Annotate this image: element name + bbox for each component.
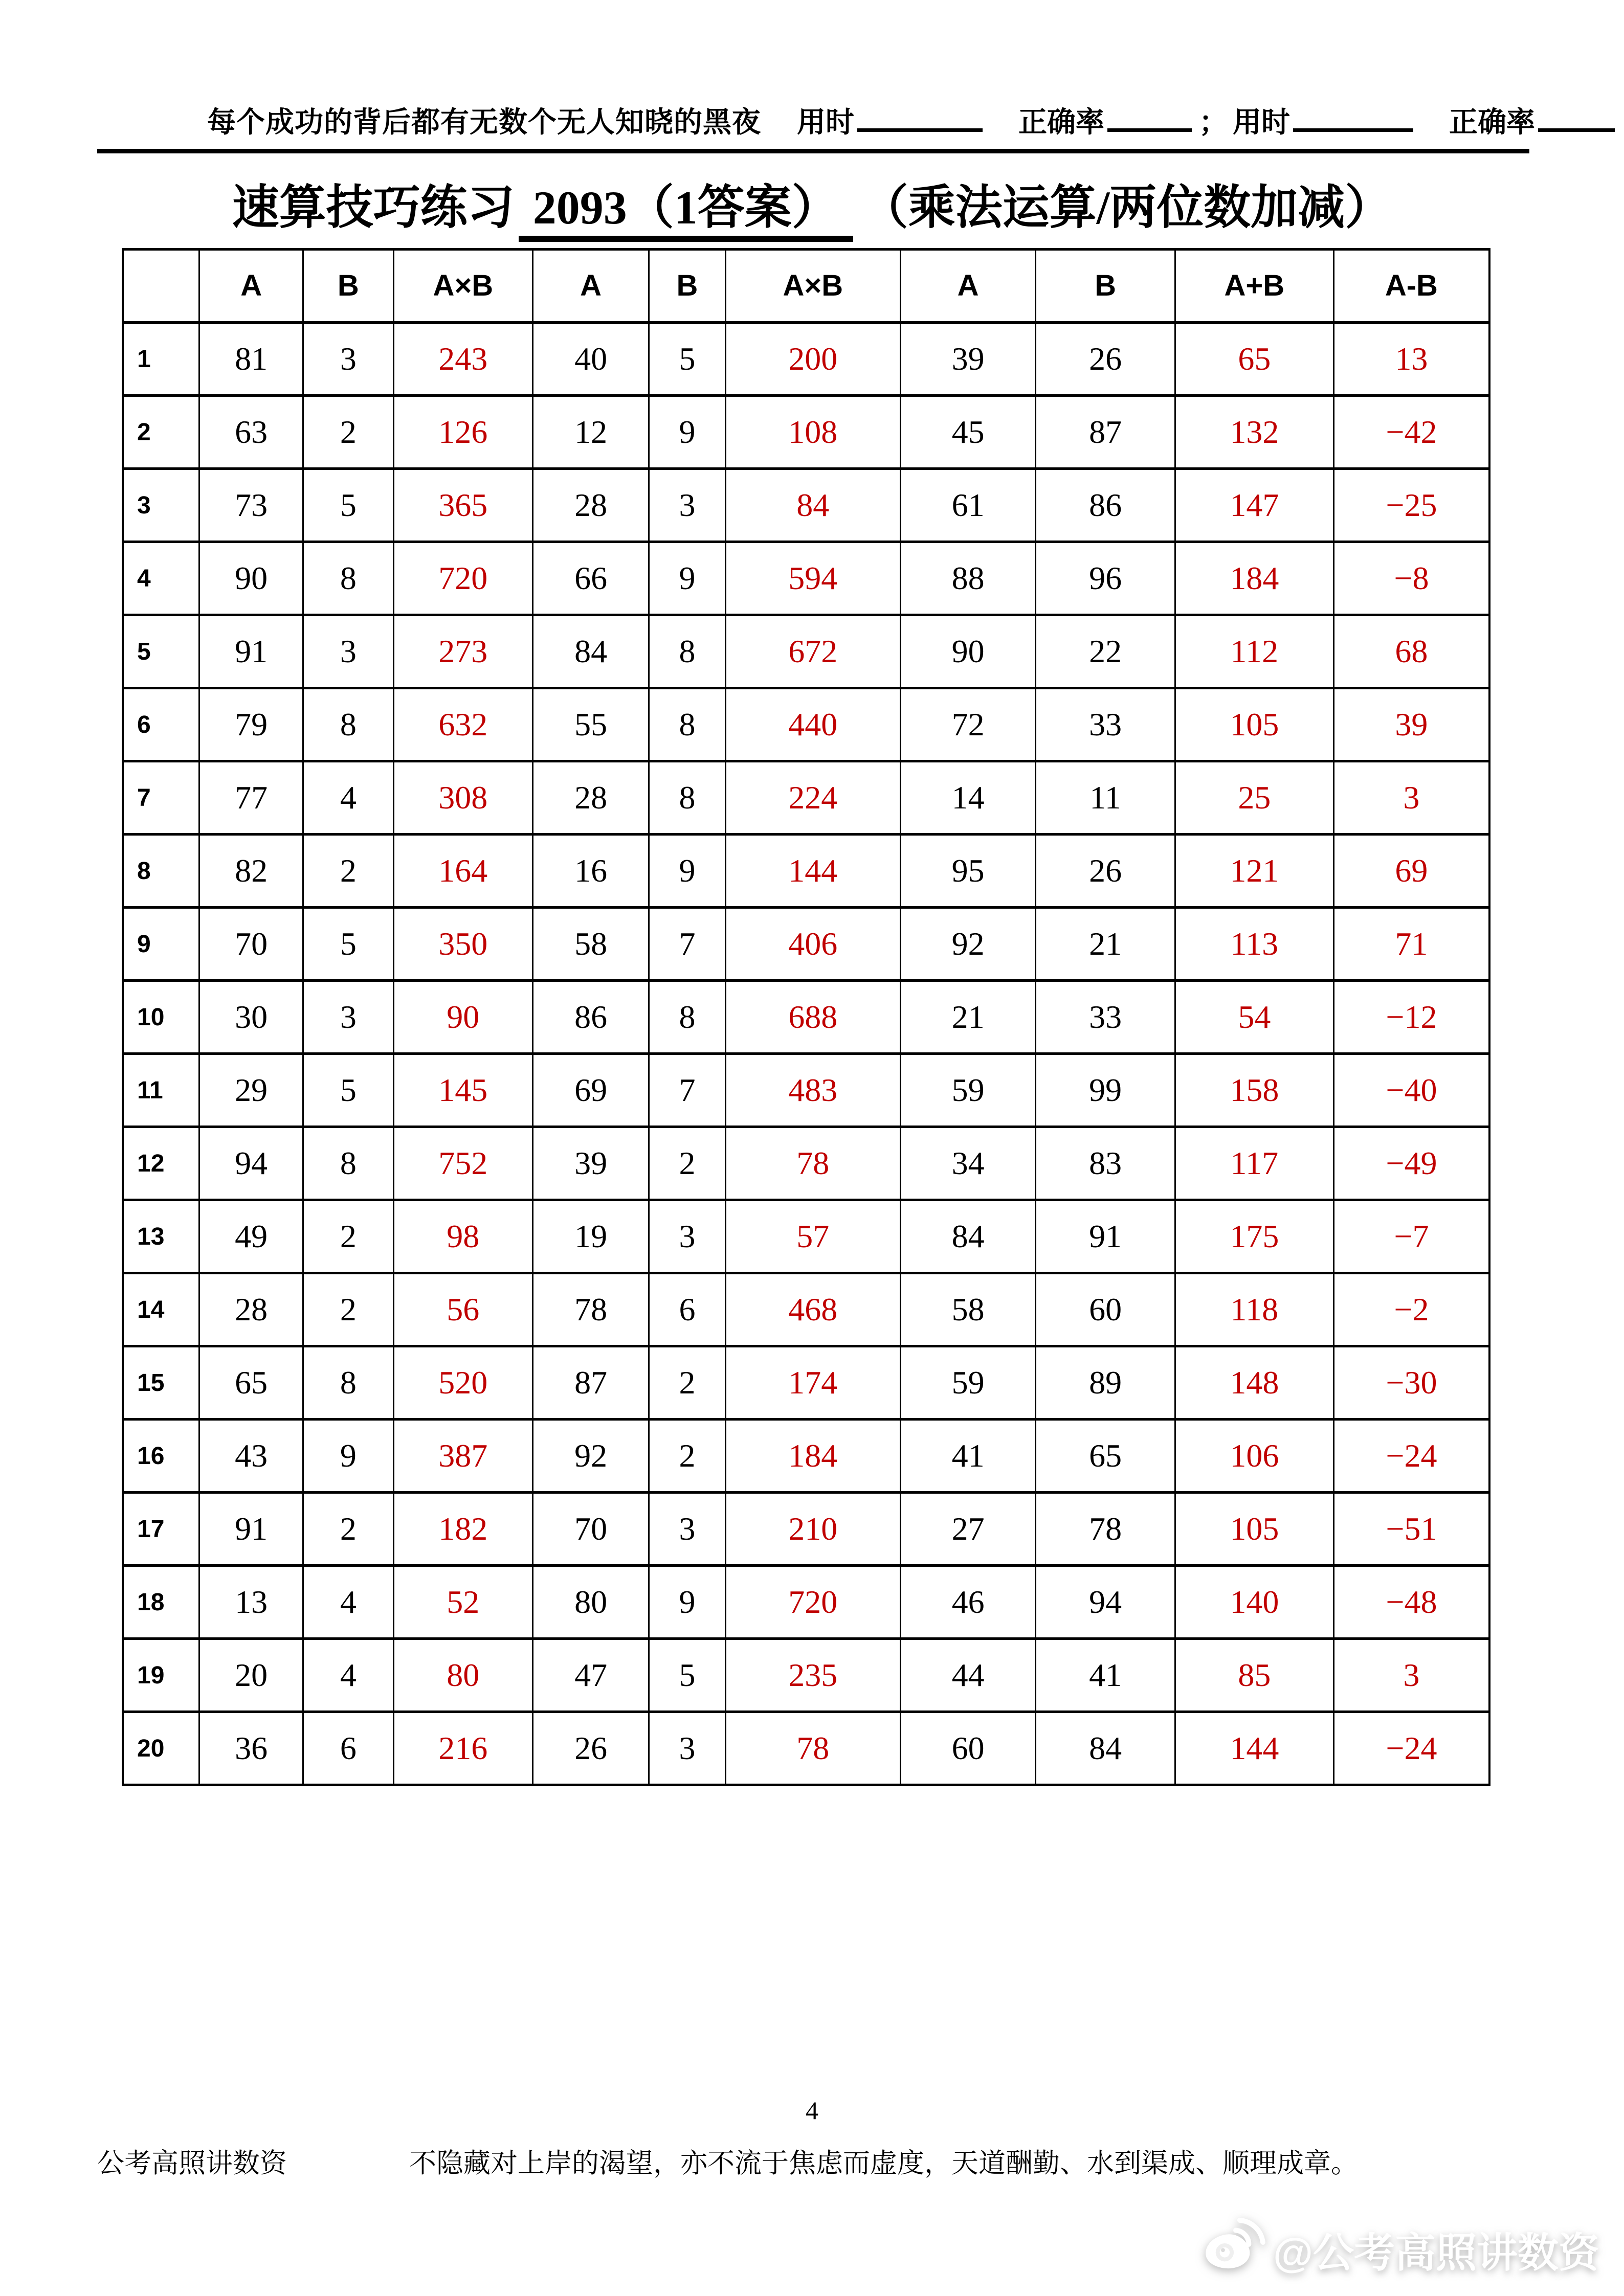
operand-cell: 58 (900, 1273, 1036, 1346)
page-number: 4 (806, 2096, 818, 2125)
operand-cell: 7 (649, 1054, 726, 1127)
answer-cell: 39 (1333, 688, 1489, 761)
table-row (123, 761, 1489, 835)
operand-cell: 49 (199, 1200, 303, 1273)
title-exercise-number: 2093（1答案） (519, 182, 853, 242)
answer-cell: 440 (725, 688, 900, 761)
row-number-cell: 11 (123, 1054, 199, 1127)
answer-cell: 71 (1333, 908, 1489, 981)
row-number-cell: 13 (123, 1200, 199, 1273)
operand-cell: 94 (1036, 1566, 1175, 1639)
column-header: A (900, 250, 1036, 323)
answer-cell: 632 (393, 688, 533, 761)
operand-cell: 78 (1036, 1493, 1175, 1566)
operand-cell: 28 (533, 469, 649, 542)
operand-cell: 60 (900, 1712, 1036, 1785)
row-number-cell: 2 (123, 396, 199, 469)
operand-cell: 79 (199, 688, 303, 761)
time-blank-1 (857, 128, 983, 132)
answer-cell: 224 (725, 761, 900, 835)
operand-cell: 90 (199, 542, 303, 615)
answer-cell: −51 (1333, 1493, 1489, 1566)
operand-cell: 21 (900, 981, 1036, 1054)
operand-cell: 47 (533, 1639, 649, 1712)
answer-cell: 68 (1333, 615, 1489, 688)
answer-cell: 108 (725, 396, 900, 469)
column-header: B (303, 250, 393, 323)
table-row (123, 1127, 1489, 1200)
operand-cell: 8 (649, 615, 726, 688)
operand-cell: 8 (303, 1127, 393, 1200)
time-label-1: 用时 (797, 107, 854, 139)
answer-cell: 273 (393, 615, 533, 688)
operand-cell: 27 (900, 1493, 1036, 1566)
operand-cell: 78 (533, 1273, 649, 1346)
row-number-cell: 12 (123, 1127, 199, 1200)
operand-cell: 63 (199, 396, 303, 469)
row-number-cell: 3 (123, 469, 199, 542)
table-row (123, 1493, 1489, 1566)
operand-cell: 5 (303, 1054, 393, 1127)
operand-cell: 89 (1036, 1346, 1175, 1420)
operand-cell: 30 (199, 981, 303, 1054)
operand-cell: 61 (900, 469, 1036, 542)
operand-cell: 16 (533, 835, 649, 908)
operand-cell: 9 (649, 542, 726, 615)
answer-cell: −25 (1333, 469, 1489, 542)
operand-cell: 94 (199, 1127, 303, 1200)
operand-cell: 26 (533, 1712, 649, 1785)
operand-cell: 70 (199, 908, 303, 981)
operand-cell: 99 (1036, 1054, 1175, 1127)
operand-cell: 59 (900, 1054, 1036, 1127)
answer-cell: 144 (1175, 1712, 1333, 1785)
operand-cell: 33 (1036, 688, 1175, 761)
row-number-cell: 9 (123, 908, 199, 981)
operand-cell: 58 (533, 908, 649, 981)
answer-cell: 350 (393, 908, 533, 981)
table-row (123, 1054, 1489, 1127)
accuracy-blank-2 (1538, 128, 1615, 132)
operand-cell: 19 (533, 1200, 649, 1273)
operand-cell: 88 (900, 542, 1036, 615)
answer-cell: 174 (725, 1346, 900, 1420)
operand-cell: 6 (303, 1712, 393, 1785)
answer-cell: 594 (725, 542, 900, 615)
operand-cell: 82 (199, 835, 303, 908)
motto-text: 每个成功的背后都有无数个无人知晓的黑夜 (207, 107, 761, 139)
operand-cell: 4 (303, 1566, 393, 1639)
operand-cell: 41 (900, 1420, 1036, 1493)
time-label-2: 用时 (1233, 107, 1290, 139)
operand-cell: 9 (649, 1566, 726, 1639)
answer-cell: 56 (393, 1273, 533, 1346)
operand-cell: 91 (1036, 1200, 1175, 1273)
operand-cell: 5 (649, 323, 726, 396)
row-number-cell: 14 (123, 1273, 199, 1346)
row-number-cell: 17 (123, 1493, 199, 1566)
operand-cell: 39 (533, 1127, 649, 1200)
operand-cell: 65 (1036, 1420, 1175, 1493)
operand-cell: 92 (900, 908, 1036, 981)
table-row (123, 1639, 1489, 1712)
answer-cell: 69 (1333, 835, 1489, 908)
operand-cell: 86 (1036, 469, 1175, 542)
answer-cell: −42 (1333, 396, 1489, 469)
answer-cell: −49 (1333, 1127, 1489, 1200)
answer-cell: 164 (393, 835, 533, 908)
operand-cell: 69 (533, 1054, 649, 1127)
answer-cell: −40 (1333, 1054, 1489, 1127)
answer-cell: −30 (1333, 1346, 1489, 1420)
operand-cell: 55 (533, 688, 649, 761)
operand-cell: 8 (649, 981, 726, 1054)
footer-brand: 公考高照讲数资 (97, 2149, 287, 2178)
operand-cell: 90 (900, 615, 1036, 688)
answer-cell: −12 (1333, 981, 1489, 1054)
row-number-cell: 6 (123, 688, 199, 761)
answer-cell: 140 (1175, 1566, 1333, 1639)
accuracy-blank-1 (1107, 128, 1192, 132)
table-row (123, 323, 1489, 396)
corner-cell (123, 250, 199, 323)
operand-cell: 83 (1036, 1127, 1175, 1200)
answer-cell: −2 (1333, 1273, 1489, 1346)
answer-cell: 468 (725, 1273, 900, 1346)
operand-cell: 87 (1036, 396, 1175, 469)
answer-cell: 121 (1175, 835, 1333, 908)
column-header: A×B (725, 250, 900, 323)
table-row (123, 542, 1489, 615)
footer-quote: 不隐藏对上岸的渴望，亦不流于焦虑而虚度，天道酬勤、水到渠成、顺理成章。 (409, 2149, 1358, 2178)
table-row (123, 615, 1489, 688)
operand-cell: 36 (199, 1712, 303, 1785)
page-header (97, 100, 1535, 153)
operand-cell: 43 (199, 1420, 303, 1493)
operand-cell: 29 (199, 1054, 303, 1127)
row-number-cell: 5 (123, 615, 199, 688)
answer-cell: 3 (1333, 1639, 1489, 1712)
row-number-cell: 7 (123, 761, 199, 835)
answer-cell: 118 (1175, 1273, 1333, 1346)
answer-cell: 132 (1175, 396, 1333, 469)
answer-cell: 78 (725, 1712, 900, 1785)
table-row (123, 908, 1489, 981)
column-header: B (1036, 250, 1175, 323)
operand-cell: 3 (303, 981, 393, 1054)
answer-cell: 182 (393, 1493, 533, 1566)
operand-cell: 59 (900, 1346, 1036, 1420)
operand-cell: 2 (649, 1346, 726, 1420)
row-number-cell: 1 (123, 323, 199, 396)
operand-cell: 6 (649, 1273, 726, 1346)
operand-cell: 4 (303, 1639, 393, 1712)
answer-cell: 688 (725, 981, 900, 1054)
operand-cell: 41 (1036, 1639, 1175, 1712)
operand-cell: 5 (649, 1639, 726, 1712)
weibo-watermark (1204, 2218, 1599, 2280)
answer-cell: 3 (1333, 761, 1489, 835)
watermark-text: @公考高照讲数资 (1273, 2230, 1599, 2276)
answer-cell: 25 (1175, 761, 1333, 835)
field-separator: ； (1199, 107, 1228, 139)
answer-cell: 126 (393, 396, 533, 469)
answer-cell: 90 (393, 981, 533, 1054)
column-header: B (649, 250, 726, 323)
row-number-cell: 8 (123, 835, 199, 908)
operand-cell: 86 (533, 981, 649, 1054)
answer-cell: 520 (393, 1346, 533, 1420)
worksheet-table (122, 248, 1490, 1786)
table-row (123, 1712, 1489, 1785)
answer-cell: −48 (1333, 1566, 1489, 1639)
answer-cell: 406 (725, 908, 900, 981)
operand-cell: 84 (533, 615, 649, 688)
answer-cell: 148 (1175, 1346, 1333, 1420)
answer-cell: 106 (1175, 1420, 1333, 1493)
accuracy-field-1 (1018, 100, 1192, 141)
operand-cell: 12 (533, 396, 649, 469)
operand-cell: 3 (649, 469, 726, 542)
operand-cell: 8 (649, 688, 726, 761)
answer-cell: 144 (725, 835, 900, 908)
table-row (123, 469, 1489, 542)
operand-cell: 2 (303, 1273, 393, 1346)
operand-cell: 70 (533, 1493, 649, 1566)
time-field-2 (1233, 100, 1413, 141)
operand-cell: 2 (649, 1127, 726, 1200)
table-row (123, 1566, 1489, 1639)
table-row (123, 981, 1489, 1054)
operand-cell: 81 (199, 323, 303, 396)
operand-cell: 3 (649, 1493, 726, 1566)
operand-cell: 91 (199, 615, 303, 688)
operand-cell: 28 (533, 761, 649, 835)
table-row (123, 1273, 1489, 1346)
answer-cell: 105 (1175, 688, 1333, 761)
page-title (0, 170, 1624, 237)
answer-cell: 54 (1175, 981, 1333, 1054)
column-header: A+B (1175, 250, 1333, 323)
answer-cell: 483 (725, 1054, 900, 1127)
answer-cell: 112 (1175, 615, 1333, 688)
title-topic: （乘法运算/两位数加减） (884, 182, 1392, 234)
operand-cell: 46 (900, 1566, 1036, 1639)
column-header: A (199, 250, 303, 323)
operand-cell: 2 (649, 1420, 726, 1493)
answer-cell: 52 (393, 1566, 533, 1639)
operand-cell: 2 (303, 835, 393, 908)
operand-cell: 84 (900, 1200, 1036, 1273)
answer-cell: 117 (1175, 1127, 1333, 1200)
operand-cell: 80 (533, 1566, 649, 1639)
operand-cell: 96 (1036, 542, 1175, 615)
answer-cell: 65 (1175, 323, 1333, 396)
column-header: A×B (393, 250, 533, 323)
answer-cell: 145 (393, 1054, 533, 1127)
operand-cell: 9 (649, 835, 726, 908)
row-number-cell: 20 (123, 1712, 199, 1785)
operand-cell: 21 (1036, 908, 1175, 981)
operand-cell: 26 (1036, 835, 1175, 908)
operand-cell: 34 (900, 1127, 1036, 1200)
answer-cell: −7 (1333, 1200, 1489, 1273)
operand-cell: 8 (303, 688, 393, 761)
operand-cell: 3 (303, 615, 393, 688)
table-body (123, 323, 1489, 1785)
operand-cell: 2 (303, 1493, 393, 1566)
operand-cell: 33 (1036, 981, 1175, 1054)
operand-cell: 11 (1036, 761, 1175, 835)
answer-cell: 80 (393, 1639, 533, 1712)
answer-cell: 308 (393, 761, 533, 835)
answer-cell: 210 (725, 1493, 900, 1566)
operand-cell: 9 (303, 1420, 393, 1493)
operand-cell: 26 (1036, 323, 1175, 396)
operand-cell: 39 (900, 323, 1036, 396)
operand-cell: 2 (303, 1200, 393, 1273)
row-number-cell: 10 (123, 981, 199, 1054)
answer-cell: 113 (1175, 908, 1333, 981)
operand-cell: 66 (533, 542, 649, 615)
row-number-cell: 15 (123, 1346, 199, 1420)
answer-cell: 672 (725, 615, 900, 688)
operand-cell: 3 (303, 323, 393, 396)
operand-cell: 20 (199, 1639, 303, 1712)
answer-cell: 147 (1175, 469, 1333, 542)
table-header-row (123, 250, 1489, 323)
answer-cell: 235 (725, 1639, 900, 1712)
operand-cell: 14 (900, 761, 1036, 835)
answer-cell: 216 (393, 1712, 533, 1785)
operand-cell: 95 (900, 835, 1036, 908)
answer-cell: 105 (1175, 1493, 1333, 1566)
operand-cell: 40 (533, 323, 649, 396)
answer-cell: 85 (1175, 1639, 1333, 1712)
row-number-cell: 19 (123, 1639, 199, 1712)
row-number-cell: 18 (123, 1566, 199, 1639)
operand-cell: 77 (199, 761, 303, 835)
answer-cell: 720 (725, 1566, 900, 1639)
title-prefix: 速算技巧练习 (232, 182, 515, 234)
operand-cell: 8 (303, 542, 393, 615)
column-header: A (533, 250, 649, 323)
table-row (123, 1420, 1489, 1493)
operand-cell: 7 (649, 908, 726, 981)
operand-cell: 2 (303, 396, 393, 469)
answer-cell: 78 (725, 1127, 900, 1200)
operand-cell: 87 (533, 1346, 649, 1420)
answer-cell: 752 (393, 1127, 533, 1200)
operand-cell: 84 (1036, 1712, 1175, 1785)
answer-cell: 84 (725, 469, 900, 542)
operand-cell: 8 (649, 761, 726, 835)
operand-cell: 60 (1036, 1273, 1175, 1346)
answer-cell: −24 (1333, 1712, 1489, 1785)
operand-cell: 91 (199, 1493, 303, 1566)
table-row (123, 396, 1489, 469)
table-row (123, 688, 1489, 761)
operand-cell: 65 (199, 1346, 303, 1420)
operand-cell: 72 (900, 688, 1036, 761)
operand-cell: 73 (199, 469, 303, 542)
answer-cell: −24 (1333, 1420, 1489, 1493)
accuracy-label-1: 正确率 (1018, 107, 1104, 139)
answer-cell: 98 (393, 1200, 533, 1273)
accuracy-field-2 (1449, 100, 1615, 141)
operand-cell: 5 (303, 908, 393, 981)
operand-cell: 5 (303, 469, 393, 542)
table-row (123, 1200, 1489, 1273)
operand-cell: 13 (199, 1566, 303, 1639)
answer-cell: 184 (725, 1420, 900, 1493)
operand-cell: 92 (533, 1420, 649, 1493)
operand-cell: 44 (900, 1639, 1036, 1712)
operand-cell: 3 (649, 1712, 726, 1785)
operand-cell: 28 (199, 1273, 303, 1346)
answer-cell: 387 (393, 1420, 533, 1493)
answer-cell: 200 (725, 323, 900, 396)
accuracy-label-2: 正确率 (1449, 107, 1535, 139)
operand-cell: 45 (900, 396, 1036, 469)
operand-cell: 4 (303, 761, 393, 835)
answer-cell: 13 (1333, 323, 1489, 396)
answer-cell: 243 (393, 323, 533, 396)
answer-cell: 175 (1175, 1200, 1333, 1273)
answer-cell: 720 (393, 542, 533, 615)
answer-cell: −8 (1333, 542, 1489, 615)
answer-cell: 365 (393, 469, 533, 542)
weibo-icon (1204, 2218, 1266, 2280)
answer-cell: 184 (1175, 542, 1333, 615)
operand-cell: 22 (1036, 615, 1175, 688)
table-row (123, 1346, 1489, 1420)
column-header: A-B (1333, 250, 1489, 323)
row-number-cell: 16 (123, 1420, 199, 1493)
row-number-cell: 4 (123, 542, 199, 615)
operand-cell: 9 (649, 396, 726, 469)
operand-cell: 3 (649, 1200, 726, 1273)
operand-cell: 8 (303, 1346, 393, 1420)
answer-cell: 57 (725, 1200, 900, 1273)
table-row (123, 835, 1489, 908)
answer-cell: 158 (1175, 1054, 1333, 1127)
time-field-1 (797, 100, 983, 141)
time-blank-2 (1293, 128, 1413, 132)
